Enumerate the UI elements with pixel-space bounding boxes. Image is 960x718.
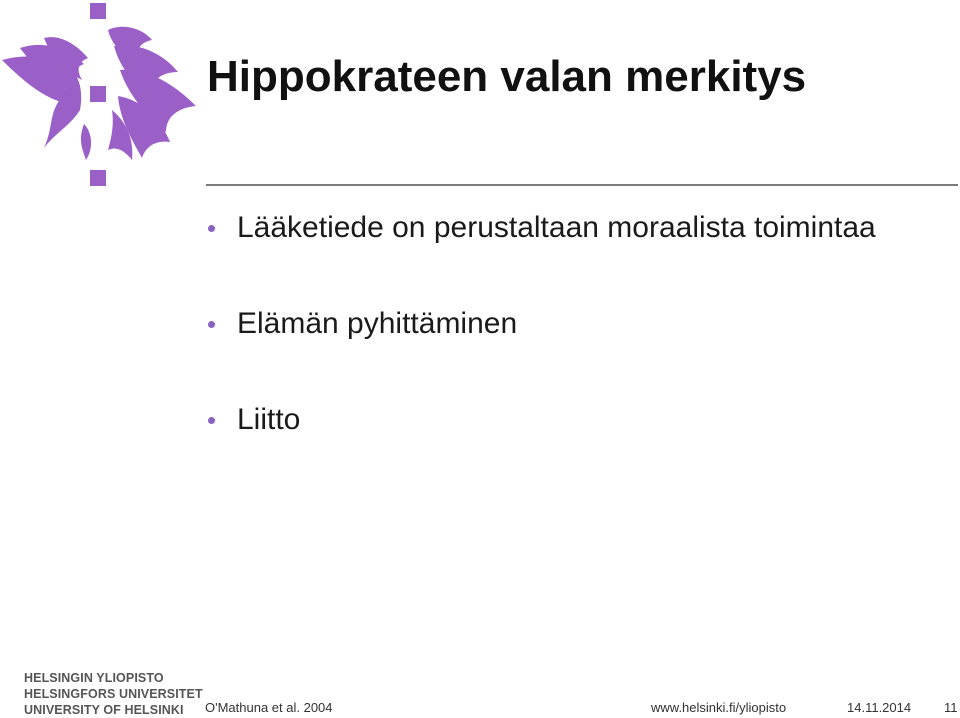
wordmark-line: UNIVERSITY OF HELSINKI — [24, 703, 184, 717]
footer-source: O'Mathuna et al. 2004 — [205, 700, 333, 715]
bullet-text: Liitto — [237, 403, 301, 436]
university-logo-flame-icon — [0, 0, 200, 190]
title-divider — [206, 184, 958, 186]
bullet-text: Lääketiede on perustaltaan moraalista toimintaa — [237, 211, 876, 244]
wordmark-line: HELSINGIN YLIOPISTO — [24, 671, 164, 685]
bullet-item — [206, 208, 876, 304]
bullet-dot-icon — [208, 321, 215, 328]
footer-url: www.helsinki.fi/yliopisto — [651, 700, 787, 715]
wordmark-line: HELSINGFORS UNIVERSITET — [24, 687, 203, 701]
bullet-item — [206, 304, 876, 400]
university-wordmark — [24, 670, 203, 718]
page-number: 11 — [944, 700, 958, 715]
bullet-dot-icon — [208, 225, 215, 232]
bullet-text: Elämän pyhittäminen — [237, 307, 518, 340]
bullet-list — [206, 208, 876, 496]
footer-date: 14.11.2014 — [847, 700, 912, 715]
slide-title: Hippokrateen valan merkitys — [207, 52, 807, 101]
bullet-item — [206, 400, 876, 496]
bullet-dot-icon — [208, 417, 215, 424]
